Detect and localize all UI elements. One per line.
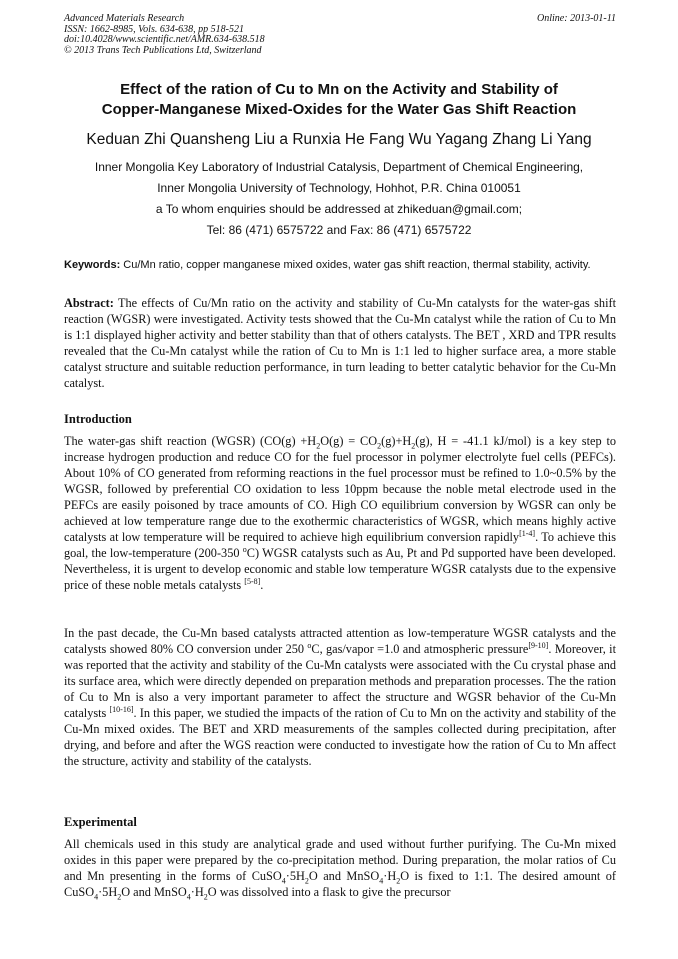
contact-phone-line: Tel: 86 (471) 6575722 and Fax: 86 (471) 6575722	[206, 223, 472, 237]
contact-email-line: a To whom enquiries should be addressed at zhikeduan@gmail.com;	[155, 202, 523, 216]
citation[interactable]: [1-4]	[519, 528, 536, 538]
affiliation-line-1: Inner Mongolia Key Laboratory of Industrial Catalysis, Department of Chemical Engineering,	[94, 160, 584, 174]
experimental-paragraph-1: All chemicals used in this study are analytical grade and used without further purifying. The Cu-Mn mixed oxides in this paper were prepared by the co-precipitation method. During preparation, the molar ratios of Cu and Mn presenting in the forms of $CuSO_4\cdot 5H_2O$ and $MnSO_4\cdot H_2O$ is fixed to 1:1. The desired amount of $CuSO_4\cdot 5H_2O$ and $MnSO_4\cdot H_2O$ was dissolved into a flask to give the precursor	[64, 837, 616, 902]
keywords	[64, 259, 616, 272]
copyright-line: © 2013 Trans Tech Publications Ltd, Switzerland	[64, 44, 262, 56]
journal-name: Advanced Materials Research	[64, 13, 185, 24]
author-list: Keduan Zhi Quansheng Liu a Runxia He Fang Wu Yagang Zhang Li Yang	[86, 131, 592, 148]
title-line-2: Copper-Manganese Mixed-Oxides for the Water Gas Shift Reaction	[101, 101, 577, 118]
abstract-text: The effects of Cu/Mn ratio on the activity and stability of Cu-Mn catalysts for the water-gas shift reaction (WGSR) were investigated. Activity tests showed that the Cu-Mn catalyst while the ration of Cu to Mn is 1:1 displayed higher activity and better stability than that of others catalysts. The BET , XRD and TPR results revealed that the Cu-Mn catalyst while the ration of Cu to Mn is 1:1 led to higher surface area, a more stable catalyst structure and suitable reduction performance, in turn leading to better catalytic behavior for the Cu-Mn catalyst.	[64, 296, 616, 390]
issn-line: ISSN: 1662-8985, Vols. 634-638, pp 518-521	[64, 23, 244, 35]
introduction-heading: Introduction	[64, 412, 132, 426]
paper-title	[40, 80, 638, 120]
introduction-paragraph-2: In the past decade, the Cu-Mn based catalysts attracted attention as low-temperature WGSR catalysts and the catalysts showed 80% CO conversion under 250 $^o$C, gas/vapor =1.0 and atmospheric pressure[9-10]. Moreover, it was reported that the activity and stability of the Cu-Mn catalysts were associated with the Cu crystal phase and its surface area, which were directly depended on preparation methods and preparation processes. The the ration of Cu to Mn is also a very important parameter to affect the structure and WGSR behavior of the Cu-Mn catalysts [10-16]. In this paper, we studied the impacts of the ration of Cu to Mn on the activity and stability of the Cu-Mn mixed oxides. The BET and XRD measurements of the samples collected during precipitation, after drying, and before and after the WGS reaction were conducted to investigate how the ration of Cu to Mn affect the structure, activity and stability of the catalysts.	[64, 626, 617, 768]
introduction-paragraph-1: The water-gas shift reaction (WGSR) ($CO(g) +H_2O(g) = CO_2(g)+H_2(g)$, H = -41.1 kJ/mol) is a key step to increase hydrogen production and reduce CO for the fuel processor in polymer electrolyte fuel cells (PEFCs). About 10% of CO generated from reforming reactions in the fuel processor must be refined to 1.0~0.5% by the WGSR, followed by preferential CO oxidation to less 10ppm because the noble metal electrode used in the PEFCs are easily poisoned by trace amounts of CO. High CO equilibrium conversion by WGSR can only be achieved at low temperature range due to the exothermic characteristics of WGSR, which means highly active catalysts at low temperature will be required to achieve high equilibrium conversion rapidly[1-4]. To achieve this goal, the low-temperature (200-350 $^o$C) WGSR catalysts such as Au, Pt and Pd supported have been developed. Nevertheless, it is urgent to develop economic and stable low temperature WGSR catalysts due to the expensive price of these noble metals catalysts [5-8].	[64, 434, 617, 592]
citation[interactable]: [9-10]	[528, 640, 549, 650]
experimental-heading: Experimental	[64, 815, 137, 829]
affiliation-line-2: Inner Mongolia University of Technology, Hohhot, P.R. China 010051	[157, 181, 521, 195]
doi-line[interactable]: doi:10.4028/www.scientific.net/AMR.634-638.518	[64, 34, 265, 45]
keywords-text: Cu/Mn ratio, copper manganese mixed oxides, water gas shift reaction, thermal stability, activity.	[120, 259, 591, 271]
abstract-label: Abstract:	[64, 296, 114, 310]
online-date: Online: 2013-01-11	[537, 13, 616, 24]
abstract	[64, 295, 616, 391]
citation[interactable]: [10-16]	[109, 704, 134, 714]
publication-header	[64, 14, 616, 56]
title-line-1: Effect of the ration of Cu to Mn on the Activity and Stability of	[120, 81, 558, 98]
keywords-label: Keywords:	[64, 259, 121, 271]
citation[interactable]: [5-8]	[244, 576, 261, 586]
